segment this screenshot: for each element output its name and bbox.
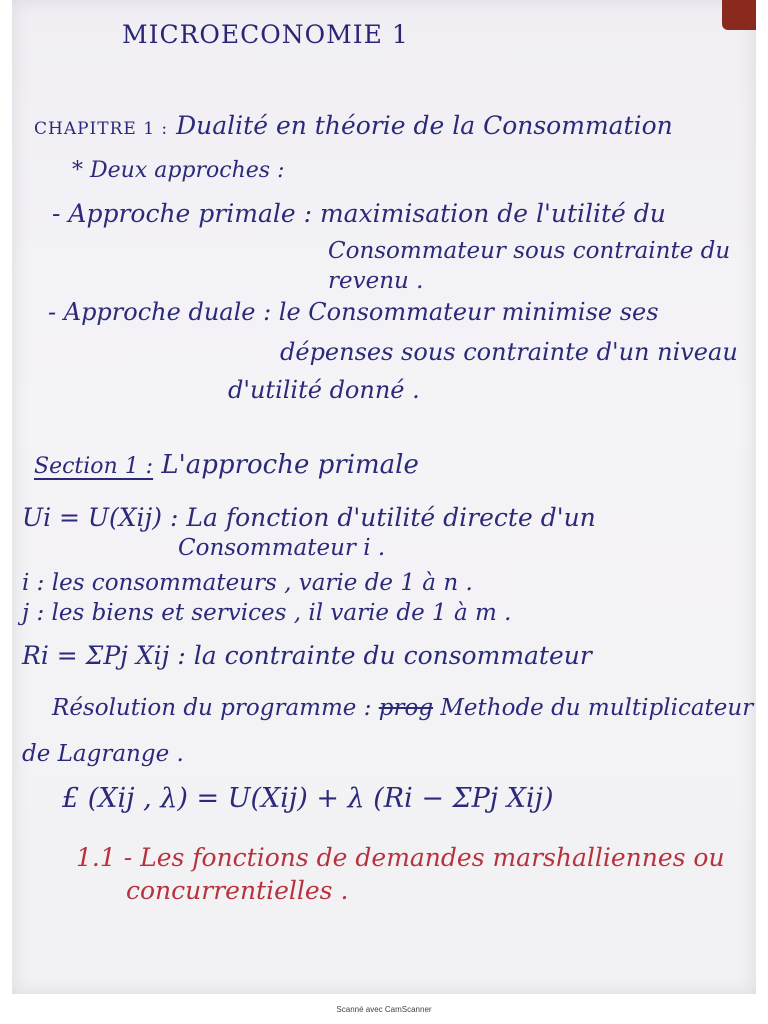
utility-formula: Ui = U(Xij) : [22,503,179,532]
primal-approach-line-1: - Approche primale : maximisation de l'utilité du [52,199,666,228]
notebook-corner-decoration [722,0,756,30]
budget-constraint-line [22,643,592,668]
two-approaches-heading [72,160,284,182]
budget-constraint-text: la contrainte du consommateur [193,641,592,670]
chapter-label: CHAPITRE 1 : [34,119,169,139]
notebook-paper [12,0,756,994]
bullet-star-icon: * [72,158,83,183]
page-title: MICROECONOMIE 1 [122,20,409,49]
section-heading [34,452,419,478]
subsection-heading-line-2: concurrentielles . [126,876,349,905]
section-title: L'approche primale [161,450,419,480]
struck-word: prog [378,695,434,721]
dual-approach-line-1: - Approche duale : le Consommateur minimise ses [48,298,659,326]
utility-function-line-1 [22,505,596,530]
primal-approach-line-2: Consommateur sous contrainte du [328,238,731,264]
chapter-title: Dualité en théorie de la Consommation [176,111,673,140]
resolution-line-1 [52,697,753,720]
dual-approach-line-2: dépenses sous contrainte d'un niveau [280,338,738,366]
index-i-definition: i : les consommateurs , varie de 1 à n . [22,570,473,596]
budget-constraint-formula: Ri = ΣPj Xij : [22,641,186,670]
two-approaches-text: Deux approches : [90,158,285,183]
resolution-method: Methode du multiplicateur [440,695,754,721]
section-label: Section 1 : [34,454,154,479]
chapter-heading [34,113,673,138]
index-j-definition: j : les biens et services , il varie de 1 à m . [22,600,512,626]
resolution-text: Résolution du programme : [52,695,372,721]
subsection-heading-line-1: 1.1 - Les fonctions de demandes marshalliennes ou [76,843,725,872]
scanner-watermark: Scanné avec CamScanner [336,1005,432,1014]
utility-description: La fonction d'utilité directe d'un [186,503,596,532]
resolution-line-2: de Lagrange . [22,741,184,767]
dual-approach-line-3: d'utilité donné . [228,376,420,404]
primal-approach-line-3: revenu . [328,268,424,294]
lagrangian-equation: £ (Xij , λ) = U(Xij) + λ (Ri − ΣPj Xij) [62,783,554,814]
utility-function-line-2: Consommateur i . [178,535,386,561]
